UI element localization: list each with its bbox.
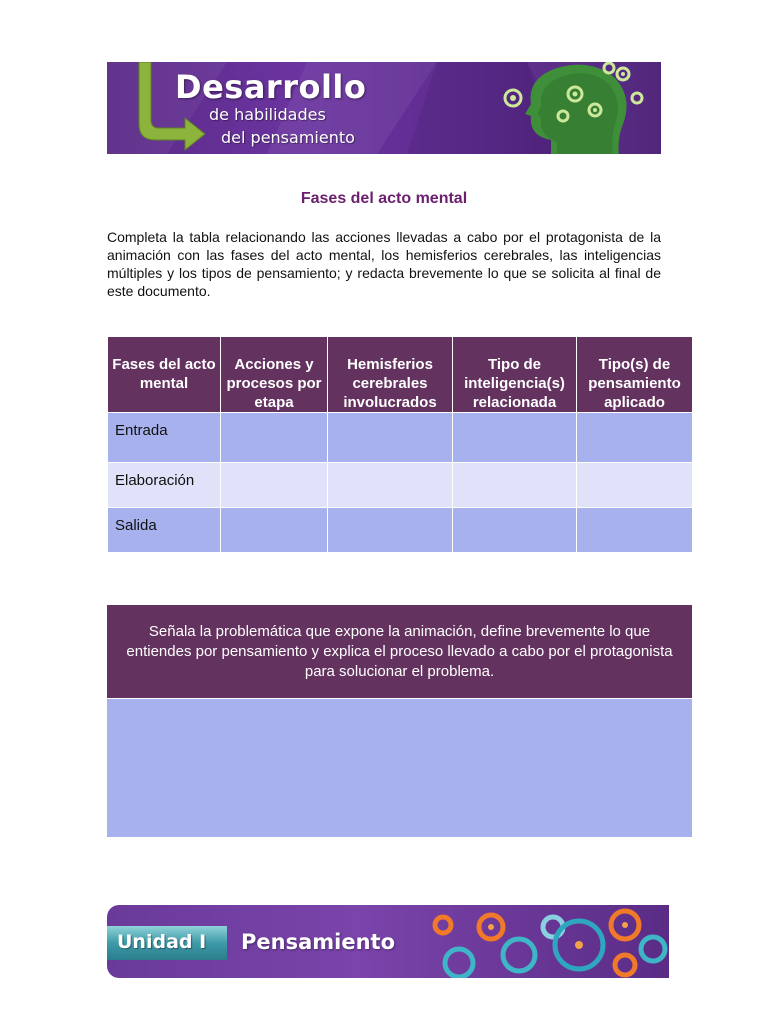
banner-subtitle-line2: del pensamiento: [221, 128, 355, 147]
thinking-cell[interactable]: [577, 413, 693, 463]
actions-cell[interactable]: [221, 413, 328, 463]
thinking-cell[interactable]: [577, 508, 693, 553]
actions-cell[interactable]: [221, 463, 328, 508]
phase-cell: Entrada: [108, 413, 221, 463]
intelligence-cell[interactable]: [453, 508, 577, 553]
unit-name: Pensamiento: [241, 930, 395, 954]
header-cell-intelligence: Tipo de inteligencia(s) relacionada: [453, 337, 577, 413]
document-title: Fases del acto mental: [300, 190, 468, 207]
header-cell-actions: Acciones y procesos por etapa: [221, 337, 328, 413]
table-header-row: [108, 337, 693, 413]
phase-cell: Salida: [108, 508, 221, 553]
header-banner: [107, 62, 661, 154]
head-gears-graphic: [491, 62, 651, 154]
instructions-paragraph: Completa la tabla relacionando las acciones llevadas a cabo por el protagonista de la animación con las fases del acto mental, los hemisferios cerebrales, las inteligencias múltiples y los tipos de pensamiento; y redacta brevemente lo que se solicita al final de este documento.: [107, 229, 661, 299]
banner-subtitle-line1: de habilidades: [209, 105, 326, 124]
answer-area[interactable]: [107, 699, 692, 837]
unit-label: Unidad I: [117, 931, 207, 953]
table-row: [108, 413, 693, 463]
actions-cell[interactable]: [221, 508, 328, 553]
hemispheres-cell[interactable]: [328, 413, 453, 463]
table-row: [108, 508, 693, 553]
banner-title: Desarrollo: [175, 68, 367, 106]
phases-table: [107, 336, 693, 553]
thinking-cell[interactable]: [577, 463, 693, 508]
phase-cell: Elaboración: [108, 463, 221, 508]
header-cell-thinking: Tipo(s) de pensamiento aplicado: [577, 337, 693, 413]
header-cell-phases: Fases del acto mental: [108, 337, 221, 413]
intelligence-cell[interactable]: [453, 413, 577, 463]
table-row: [108, 463, 693, 508]
footer-banner: [107, 905, 669, 978]
gears-graphic: [429, 905, 669, 978]
header-cell-hemispheres: Hemisferios cerebrales involucrados: [328, 337, 453, 413]
question-prompt: Señala la problemática que expone la animación, define brevemente lo que entiendes por pensamiento y explica el proceso llevado a cabo por el protagonista para solucionar el problema.: [107, 605, 692, 698]
intelligence-cell[interactable]: [453, 463, 577, 508]
hemispheres-cell[interactable]: [328, 463, 453, 508]
hemispheres-cell[interactable]: [328, 508, 453, 553]
